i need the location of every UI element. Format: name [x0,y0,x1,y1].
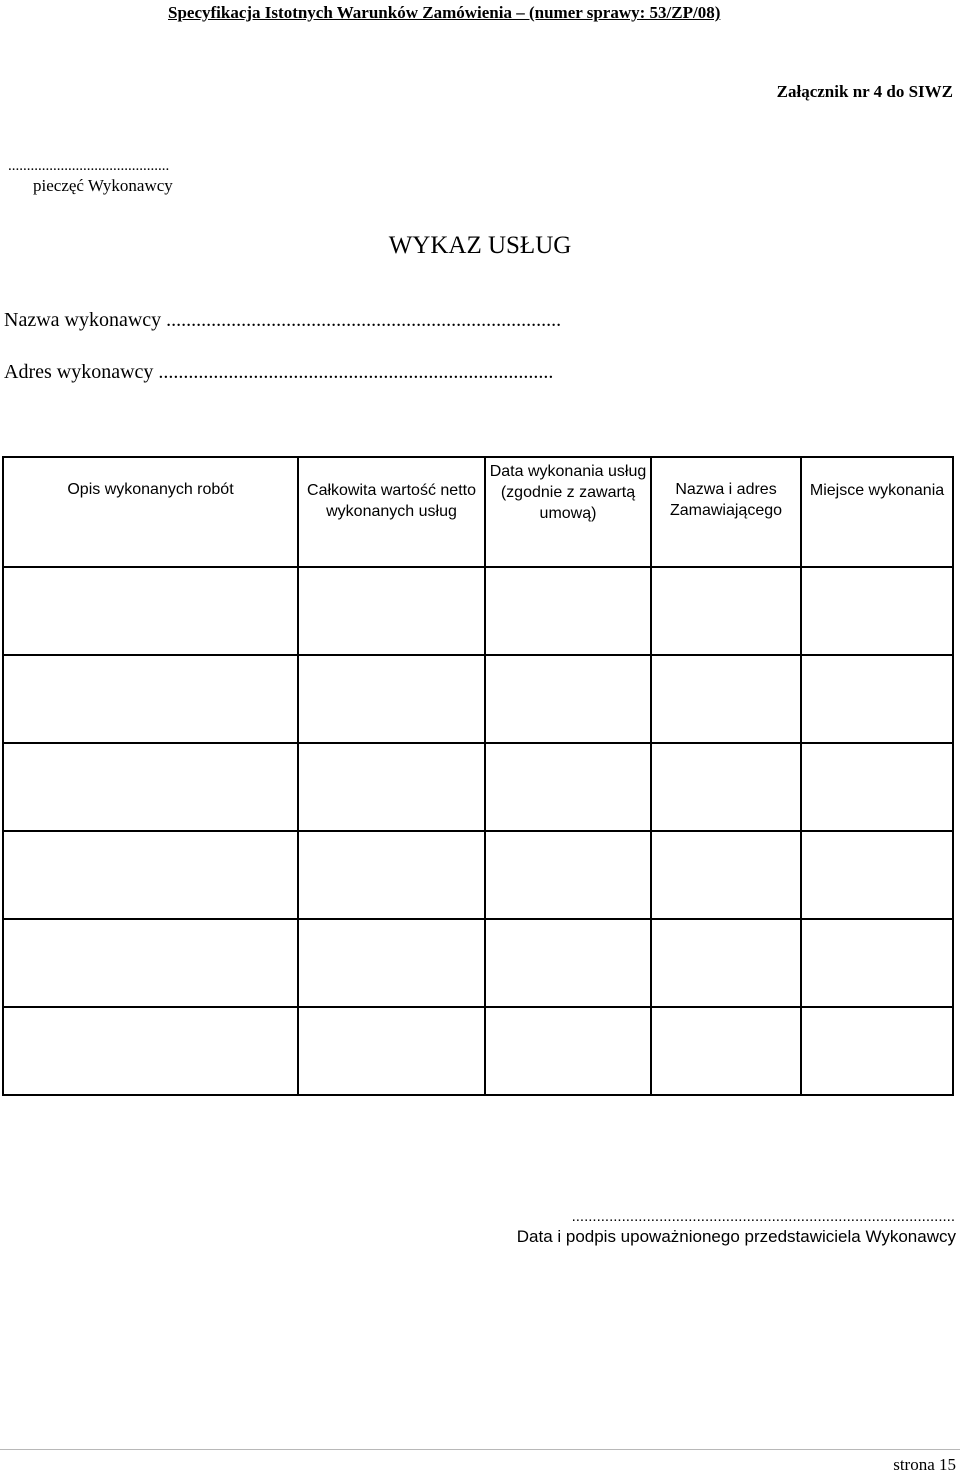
table-cell[interactable] [298,1007,485,1095]
table-cell[interactable] [651,655,801,743]
table-cell[interactable] [651,831,801,919]
stamp-label: pieczęć Wykonawcy [33,176,173,195]
document-header: Specyfikacja Istotnych Warunków Zamówienia – (numer sprawy: 53/ZP/08) [168,3,721,22]
attachment-label: Załącznik nr 4 do SIWZ [776,82,953,101]
signature-dots: ............................................................................................ [571,1208,955,1225]
table-cell[interactable] [485,831,651,919]
table-row [3,919,953,1007]
table-row [3,567,953,655]
table-cell[interactable] [485,567,651,655]
table-cell[interactable] [801,1007,953,1095]
table-cell[interactable] [485,1007,651,1095]
table-row [3,1007,953,1095]
services-table [2,456,954,1096]
table-cell[interactable] [801,567,953,655]
table-row [3,831,953,919]
header-client-name-address: Nazwa i adres Zamawiającego [651,457,801,567]
stamp-dots: ........................................... [8,158,170,174]
table-cell[interactable] [298,919,485,1007]
table-cell[interactable] [801,831,953,919]
table-cell[interactable] [485,743,651,831]
table-cell[interactable] [801,919,953,1007]
table-cell[interactable] [298,567,485,655]
table-cell[interactable] [3,567,298,655]
footer-divider [0,1449,960,1450]
header-description: Opis wykonanych robót [3,457,298,567]
table-cell[interactable] [298,655,485,743]
table-cell[interactable] [801,655,953,743]
table-cell[interactable] [801,743,953,831]
table-cell[interactable] [651,567,801,655]
table-cell[interactable] [3,655,298,743]
table-row [3,655,953,743]
contractor-name-line: Nazwa wykonawcy ............................................................................... [4,309,562,331]
header-total-value: Całkowita wartość netto wykonanych usług [298,457,485,567]
table-header-row [3,457,953,567]
table-cell[interactable] [298,743,485,831]
table-cell[interactable] [3,919,298,1007]
contractor-address-line: Adres wykonawcy ............................................................................... [4,361,554,383]
table-cell[interactable] [3,831,298,919]
table-cell[interactable] [651,1007,801,1095]
table-cell[interactable] [298,831,485,919]
table-cell[interactable] [485,655,651,743]
table-cell[interactable] [485,919,651,1007]
table-cell[interactable] [3,743,298,831]
table-row [3,743,953,831]
page-number: strona 15 [893,1455,956,1474]
document-title: WYKAZ USŁUG [388,232,572,259]
table-cell[interactable] [3,1007,298,1095]
header-completion-date: Data wykonania usług (zgodnie z zawartą umową) [485,457,651,567]
table-cell[interactable] [651,743,801,831]
table-cell[interactable] [651,919,801,1007]
signature-label: Data i podpis upoważnionego przedstawiciela Wykonawcy [516,1227,956,1246]
header-location: Miejsce wykonania [801,457,953,567]
